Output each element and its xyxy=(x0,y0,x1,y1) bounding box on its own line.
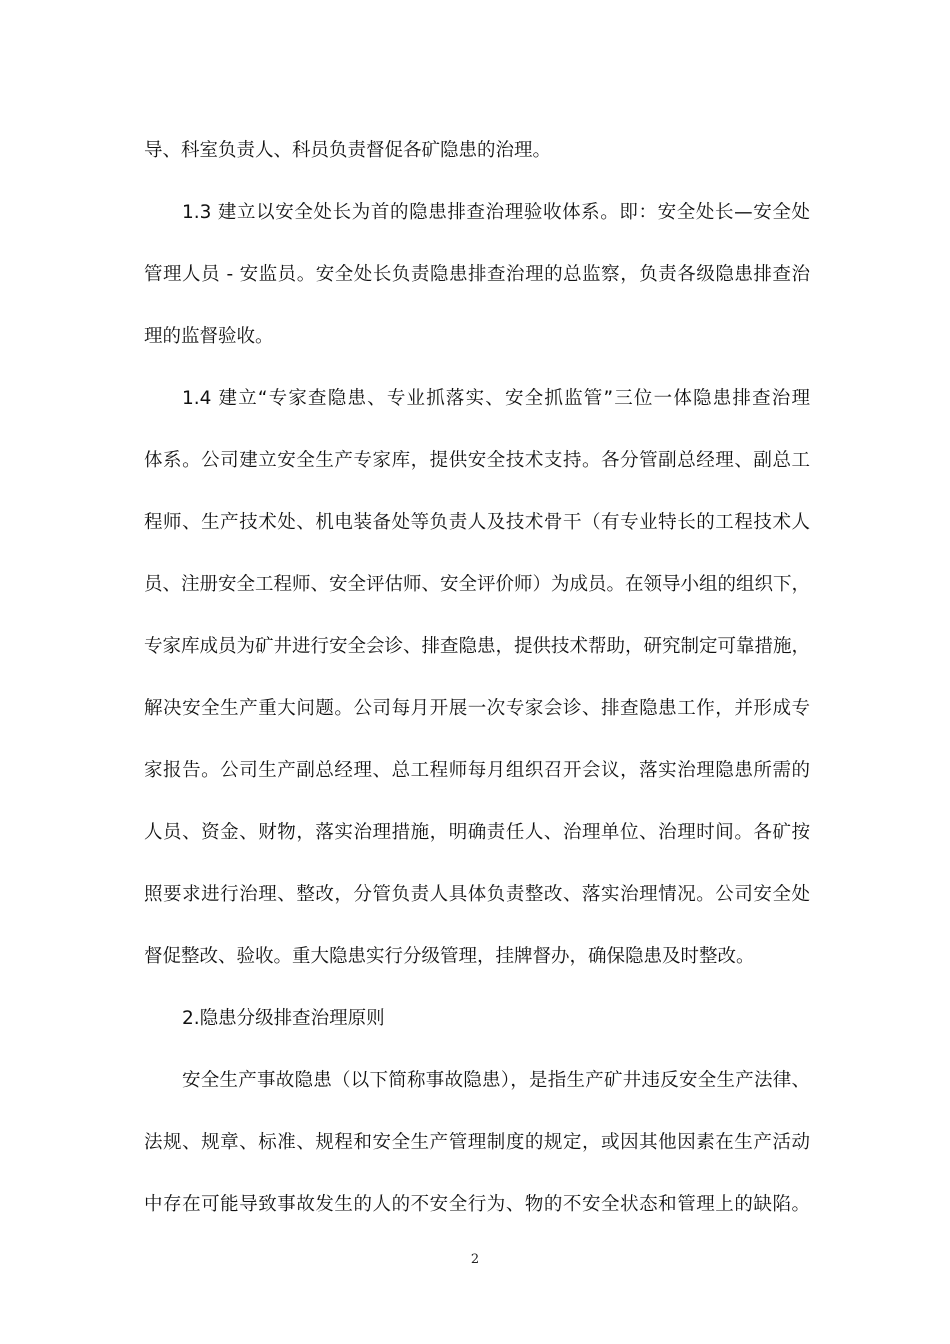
text-line: 体系。公司建立安全生产专家库，提供安全技术支持。各分管副总经理、副总工 xyxy=(144,450,810,471)
text-line: 人员、资金、财物，落实治理措施，明确责任人、治理单位、治理时间。各矿按 xyxy=(144,822,810,843)
text-line: 法规、规章、标准、规程和安全生产管理制度的规定，或因其他因素在生产活动 xyxy=(144,1132,810,1153)
text-line: 理的监督验收。 xyxy=(144,326,274,347)
text-line: 1.4 建立“专家查隐患、专业抓落实、安全抓监管”三位一体隐患排查治理 xyxy=(182,388,810,409)
text-line: 导、科室负责人、科员负责督促各矿隐患的治理。 xyxy=(144,140,552,161)
text-line: 1.3 建立以安全处长为首的隐患排查治理验收体系。即：安全处长—安全处 xyxy=(182,202,810,223)
text-line: 专家库成员为矿井进行安全会诊、排查隐患，提供技术帮助，研究制定可靠措施， xyxy=(144,636,811,657)
text-line: 管理人员 - 安监员。安全处长负责隐患排查治理的总监察，负责各级隐患排查治 xyxy=(144,264,810,285)
text-line: 中存在可能导致事故发生的人的不安全行为、物的不安全状态和管理上的缺陷。 xyxy=(144,1194,810,1215)
text-line: 照要求进行治理、整改，分管负责人具体负责整改、落实治理情况。公司安全处 xyxy=(144,884,810,905)
text-line: 程师、生产技术处、机电装备处等负责人及技术骨干（有专业特长的工程技术人 xyxy=(144,512,810,533)
text-line: 督促整改、验收。重大隐患实行分级管理，挂牌督办，确保隐患及时整改。 xyxy=(144,946,755,967)
text-line: 安全生产事故隐患（以下简称事故隐患），是指生产矿井违反安全生产法律、 xyxy=(182,1070,810,1091)
text-line: 解决安全生产重大问题。公司每月开展一次专家会诊、排查隐患工作，并形成专 xyxy=(144,698,810,719)
body-text xyxy=(144,120,810,1236)
page-number: 2 xyxy=(470,1252,480,1267)
text-line: 家报告。公司生产副总经理、总工程师每月组织召开会议，落实治理隐患所需的 xyxy=(144,760,810,781)
text-line: 员、注册安全工程师、安全评估师、安全评价师）为成员。在领导小组的组织下， xyxy=(144,574,811,595)
section-heading: 2.隐患分级排查治理原则 xyxy=(182,1008,385,1029)
